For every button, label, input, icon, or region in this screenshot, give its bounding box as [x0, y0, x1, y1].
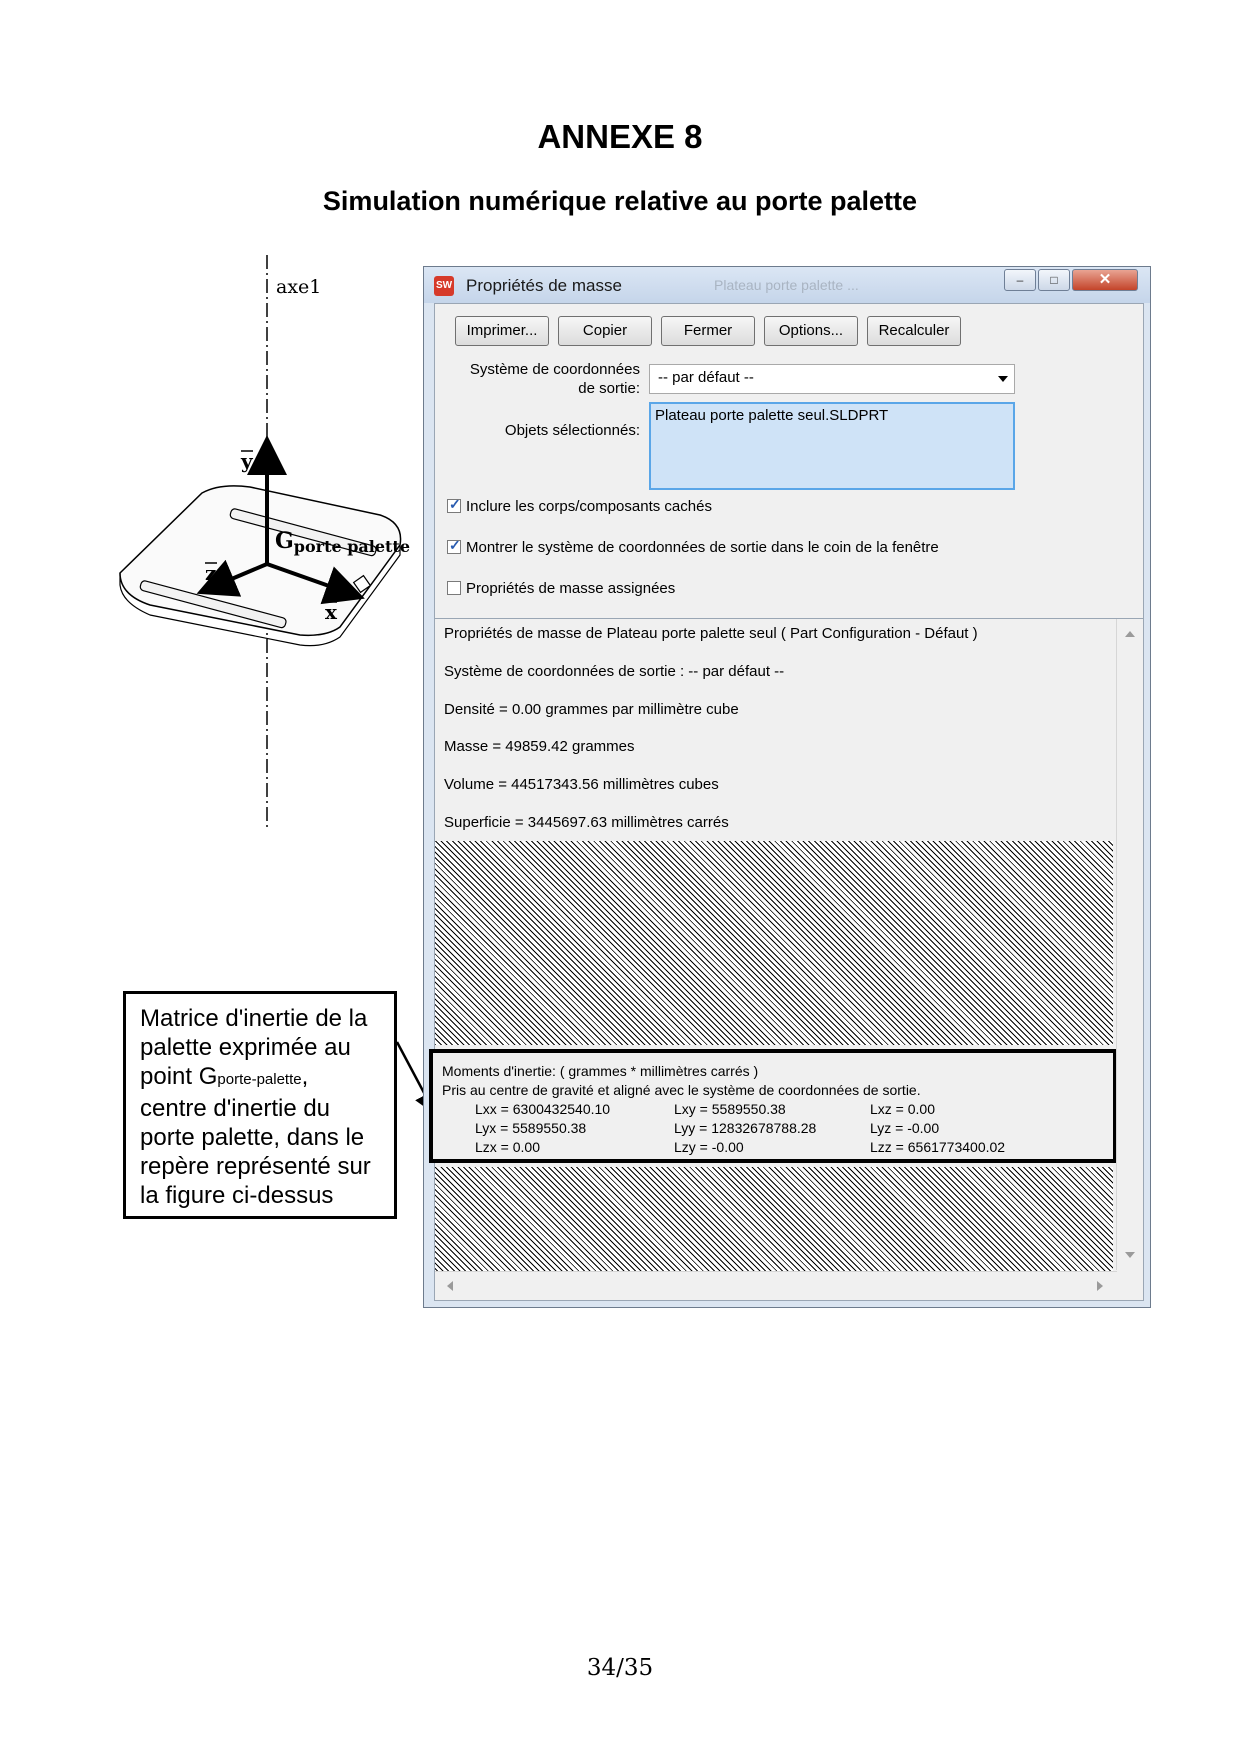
page-subtitle: Simulation numérique relative au porte palette — [322, 186, 918, 216]
close-button[interactable]: Fermer — [661, 316, 755, 346]
window-ghost-title: Plateau porte palette ... — [714, 277, 859, 293]
assigned-props-label: Propriétés de masse assignées — [466, 580, 676, 597]
show-coords-label: Montrer le système de coordonnées de sortie dans le coin de la fenêtre — [466, 539, 939, 556]
inertia-callout — [123, 991, 397, 1219]
moment-lzz: Lzz = 6561773400.02 — [870, 1139, 1006, 1155]
include-hidden-label: Inclure les corps/composants cachés — [466, 498, 712, 515]
hatch-pattern-top — [435, 841, 1113, 1045]
selected-objects-label: Objets sélectionnés: — [504, 422, 640, 439]
coord-system-select[interactable] — [649, 364, 1015, 394]
print-button[interactable]: Imprimer... — [455, 316, 549, 346]
moment-lzx: Lzx = 0.00 — [475, 1139, 540, 1155]
coord-system-label-1: Système de coordonnées — [469, 361, 640, 378]
moment-lyz: Lyz = -0.00 — [870, 1120, 940, 1136]
callout-subscript: porte-palette — [217, 1071, 302, 1088]
moment-lxx: Lxx = 6300432540.10 — [475, 1101, 611, 1117]
y-axis-label: y — [241, 449, 253, 473]
scroll-down-icon[interactable] — [1125, 1252, 1135, 1258]
recalculate-button[interactable]: Recalculer — [867, 316, 961, 346]
results-surface: Superficie = 3445697.63 millimètres carrés — [444, 814, 729, 831]
checkbox-checked-icon[interactable] — [447, 540, 461, 554]
inertia-moments-box — [429, 1049, 1117, 1163]
g-letter: G — [275, 528, 294, 554]
vertical-scrollbar[interactable] — [1116, 619, 1143, 1270]
window-title: Propriétés de masse — [466, 276, 622, 295]
coord-system-label-2: de sortie: — [578, 380, 640, 397]
page-number: 34/35 — [586, 1655, 654, 1681]
results-header: Propriétés de masse de Plateau porte palette seul ( Part Configuration - Défaut ) — [444, 625, 978, 642]
moment-lyx: Lyx = 5589550.38 — [475, 1120, 587, 1136]
show-coords-checkbox[interactable] — [447, 539, 939, 556]
page-title: ANNEXE 8 — [537, 118, 703, 155]
moment-lxz: Lxz = 0.00 — [870, 1101, 935, 1117]
scroll-up-icon[interactable] — [1125, 631, 1135, 637]
moment-lyy: Lyy = 12832678788.28 — [674, 1120, 817, 1136]
solidworks-app-icon: SW — [434, 276, 454, 296]
results-coord: Système de coordonnées de sortie : -- par défaut -- — [444, 663, 785, 680]
window-close-button[interactable]: ✕ — [1072, 269, 1138, 291]
copy-button[interactable]: Copier — [558, 316, 652, 346]
checkbox-checked-icon[interactable] — [447, 499, 461, 513]
window-client — [434, 303, 1144, 1301]
moment-lxy: Lxy = 5589550.38 — [674, 1101, 786, 1117]
minimize-button[interactable]: – — [1004, 269, 1036, 291]
z-axis-label: z — [205, 561, 217, 585]
assigned-props-checkbox[interactable] — [447, 580, 675, 597]
results-pane[interactable] — [435, 618, 1143, 1300]
x-axis-label: x — [325, 600, 337, 624]
results-volume: Volume = 44517343.56 millimètres cubes — [444, 776, 719, 793]
results-density: Densité = 0.00 grammes par millimètre cube — [444, 701, 739, 718]
horizontal-scrollbar[interactable] — [435, 1271, 1117, 1300]
moment-lzy: Lzy = -0.00 — [674, 1139, 744, 1155]
moments-subtitle: Pris au centre de gravité et aligné avec le système de coordonnées de sortie. — [442, 1082, 921, 1098]
moments-title: Moments d'inertie: ( grammes * millimètres carrés ) — [442, 1063, 759, 1079]
g-subscript: porte palette — [293, 537, 410, 556]
chevron-down-icon — [998, 376, 1008, 382]
callout-text-2: , centre d'inertie du porte palette, dans le repère représenté sur la figure ci-dessus — [140, 1063, 371, 1209]
checkbox-unchecked-icon[interactable] — [447, 581, 461, 595]
scroll-right-icon[interactable] — [1097, 1281, 1103, 1291]
options-button[interactable]: Options... — [764, 316, 858, 346]
coord-system-value: -- par défaut -- — [658, 369, 754, 386]
selected-object-item[interactable]: Plateau porte palette seul.SLDPRT — [655, 407, 889, 424]
window-titlebar[interactable] — [424, 267, 1150, 303]
hatch-pattern-bottom — [435, 1167, 1113, 1275]
maximize-button[interactable]: □ — [1038, 269, 1070, 291]
include-hidden-checkbox[interactable] — [447, 498, 712, 515]
results-mass: Masse = 49859.42 grammes — [444, 738, 635, 755]
scroll-left-icon[interactable] — [447, 1281, 453, 1291]
selected-objects-list[interactable] — [649, 402, 1015, 490]
callout-text-1: Matrice d'inertie de la palette exprimée au point G — [140, 1005, 368, 1090]
axis-label: axe1 — [276, 276, 322, 298]
mass-properties-window — [423, 266, 1151, 1308]
pallet-diagram — [110, 255, 430, 835]
